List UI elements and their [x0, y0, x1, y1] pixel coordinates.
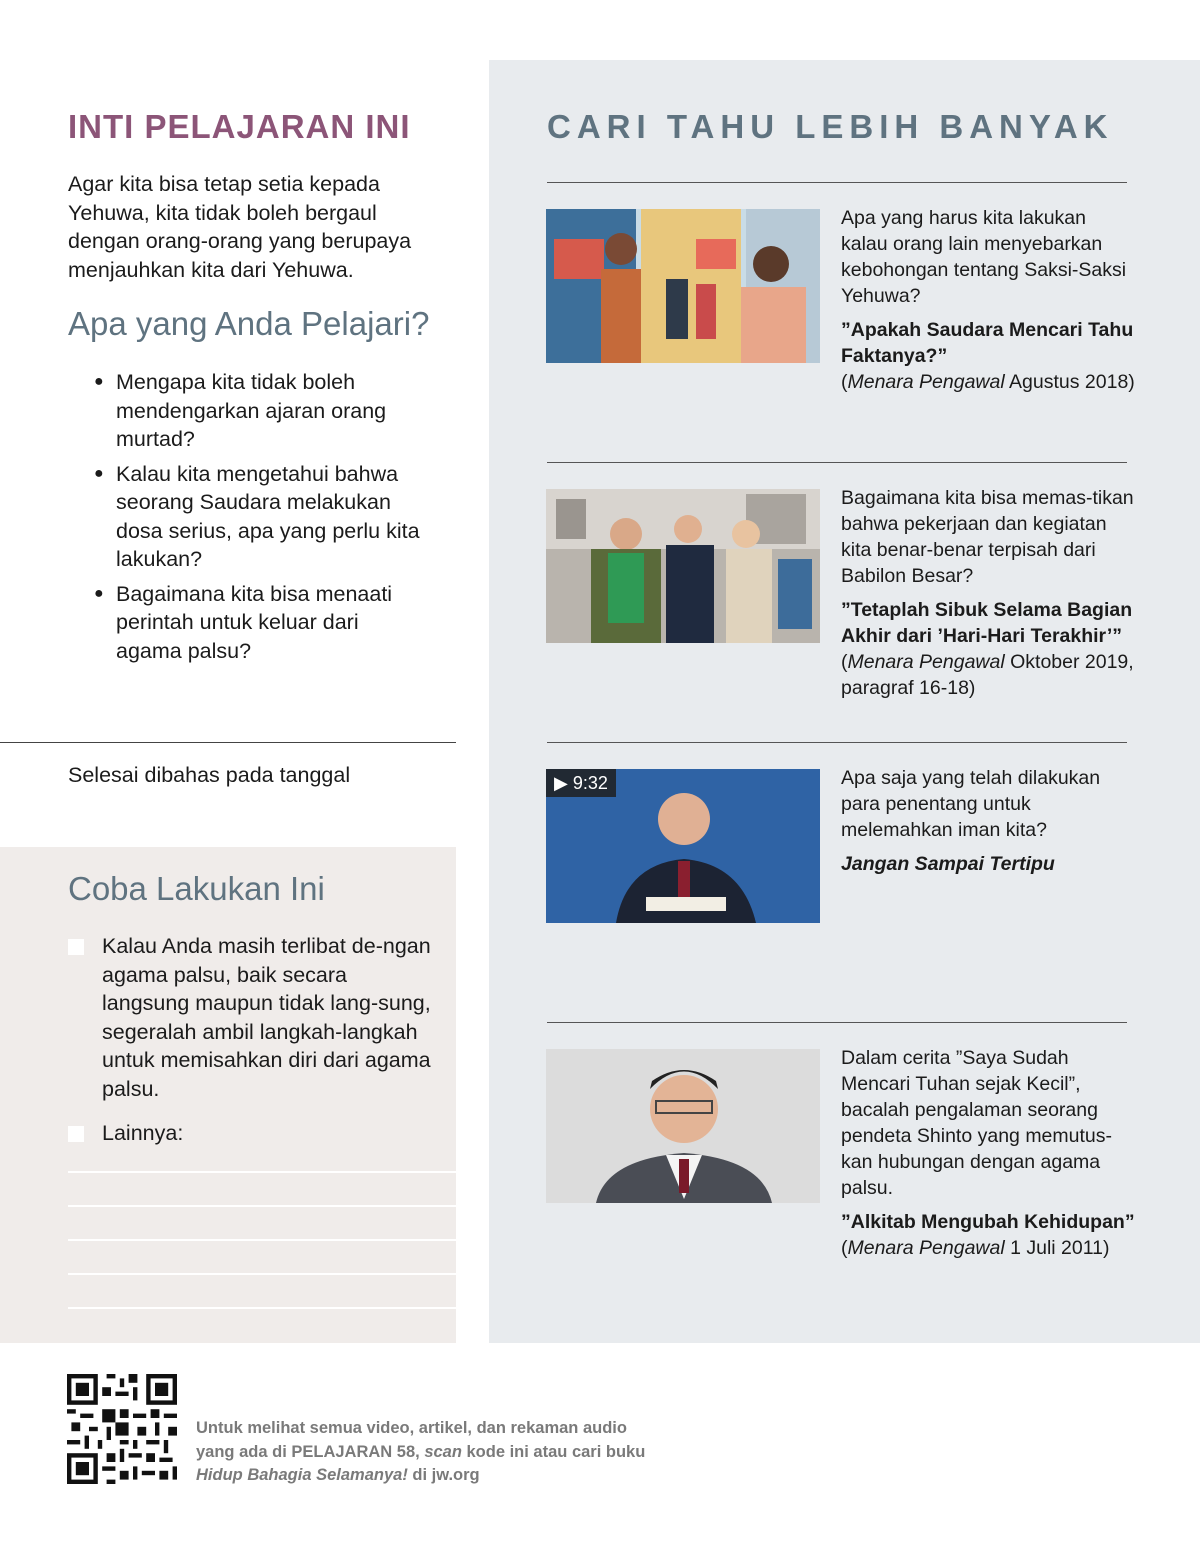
footer-line: yang ada di PELAJARAN 58, — [196, 1442, 425, 1461]
resource-question: Apa yang harus kita lakukan kalau orang lain menyebarkan kebohongan tentang Saksi-Saksi Yehuwa? — [841, 207, 1127, 307]
checkbox[interactable] — [68, 939, 84, 955]
question-text: Mengapa kita tidak boleh mendengarkan ajaran orang murtad? — [116, 370, 387, 451]
article-title[interactable]: ”Tetaplah Sibuk Selama Bagian Akhir dari ’Hari-Hari Terakhir’” — [841, 599, 1133, 647]
video-duration: ▶ 9:32 — [546, 769, 616, 797]
resource-reference[interactable] — [841, 1209, 1136, 1261]
article-image-rumors[interactable] — [546, 209, 820, 363]
book-title: Hidup Bahagia Selamanya! — [196, 1466, 408, 1484]
resource-reference[interactable] — [841, 317, 1136, 395]
try-item-other — [68, 1119, 438, 1148]
divider — [547, 182, 1127, 183]
try-item — [68, 932, 438, 1103]
footer-emphasis: scan — [424, 1442, 462, 1461]
finished-date-label: Selesai dibahas pada tanggal — [68, 763, 351, 787]
publication-name: Menara Pengawal — [847, 651, 1005, 673]
resource-reference[interactable] — [841, 597, 1136, 701]
bullet-icon: ● — [94, 464, 104, 482]
video-title[interactable]: Jangan Sampai Tertipu — [841, 853, 1055, 875]
summary-heading: INTI PELAJARAN INI — [68, 108, 411, 145]
footer-line: kode ini atau cari buku — [461, 1442, 646, 1461]
question-item — [94, 580, 424, 666]
writing-line[interactable] — [68, 1273, 456, 1275]
summary-text: Agar kita bisa tetap setia kepada Yehuwa, kita tidak boleh bergaul dengan orang-orang yang berupaya menjauhkan kita dari Yehuwa. — [68, 172, 412, 282]
resource-item — [841, 205, 1136, 395]
publication-name: Menara Pengawal — [847, 1237, 1005, 1259]
writing-line[interactable] — [68, 1171, 456, 1173]
footer-link[interactable]: di jw.org — [407, 1466, 480, 1484]
writing-line[interactable] — [68, 1307, 456, 1309]
footer-note — [196, 1417, 716, 1488]
ref-paren: ( — [841, 651, 848, 673]
writing-line[interactable] — [68, 1239, 456, 1241]
bullet-icon: ● — [94, 373, 104, 390]
divider — [0, 742, 456, 743]
question-text: Kalau kita mengetahui bahwa seorang Saudara melakukan dosa serius, apa yang perlu kita lakukan? — [116, 461, 420, 571]
portrait-image — [546, 1049, 820, 1203]
issue-date: 1 Juli 2011) — [1004, 1237, 1110, 1259]
checkbox[interactable] — [68, 1126, 84, 1142]
publication-name: Menara Pengawal — [847, 371, 1005, 393]
photo-image — [546, 489, 820, 643]
writing-line[interactable] — [68, 1205, 456, 1207]
divider — [547, 742, 1127, 743]
footer-line: Untuk melihat semua video, artikel, dan rekaman audio — [196, 1419, 627, 1437]
resource-item — [841, 485, 1136, 701]
issue-date: Oktober 2019, paragraf 16-18) — [841, 651, 1134, 699]
resource-question: Dalam cerita ”Saya Sudah Mencari Tuhan sejak Kecil”, bacalah pengalaman seorang pendeta Shinto yang memutus-kan hubungan dengan agama palsu. — [841, 1047, 1113, 1199]
bullet-icon: ● — [94, 584, 104, 602]
video-thumbnail[interactable] — [546, 769, 820, 923]
article-title[interactable]: ”Apakah Saudara Mencari Tahu Faktanya?” — [841, 319, 1134, 367]
question-list — [94, 368, 424, 671]
try-heading: Coba Lakukan Ini — [68, 870, 325, 907]
ref-paren: ( — [841, 371, 848, 393]
article-image-portrait[interactable] — [546, 1049, 820, 1203]
resource-reference[interactable] — [841, 851, 1136, 877]
issue-date: Agustus 2018) — [1004, 371, 1135, 393]
illustration-image — [546, 209, 820, 363]
divider — [547, 1022, 1127, 1023]
try-item-text: Lainnya: — [102, 1121, 184, 1145]
more-heading: CARI TAHU LEBIH BANYAK — [547, 108, 1114, 145]
ref-paren: ( — [841, 1237, 848, 1259]
resource-question: Bagaimana kita bisa memas-tikan bahwa pekerjaan dan kegiatan kita benar-benar terpisah dari Babilon Besar? — [841, 487, 1134, 587]
learn-heading: Apa yang Anda Pelajari? — [68, 305, 430, 342]
article-image-witnessing[interactable] — [546, 489, 820, 643]
resource-item — [841, 765, 1136, 877]
question-text: Bagaimana kita bisa menaati perintah untuk keluar dari agama palsu? — [116, 581, 393, 663]
try-item-text: Kalau Anda masih terlibat de-ngan agama palsu, baik secara langsung maupun tidak lang-sung, segeralah ambil langkah-langkah untuk memisahkan diri dari agama palsu. — [102, 934, 431, 1101]
resource-item — [841, 1045, 1136, 1261]
qr-code-icon[interactable] — [67, 1374, 177, 1484]
article-title[interactable]: ”Alkitab Mengubah Kehidupan” — [841, 1211, 1135, 1233]
question-item — [94, 460, 424, 574]
question-item — [94, 368, 424, 454]
resource-question: Apa saja yang telah dilakukan para penentang untuk melemahkan iman kita? — [841, 767, 1101, 841]
divider — [547, 462, 1127, 463]
